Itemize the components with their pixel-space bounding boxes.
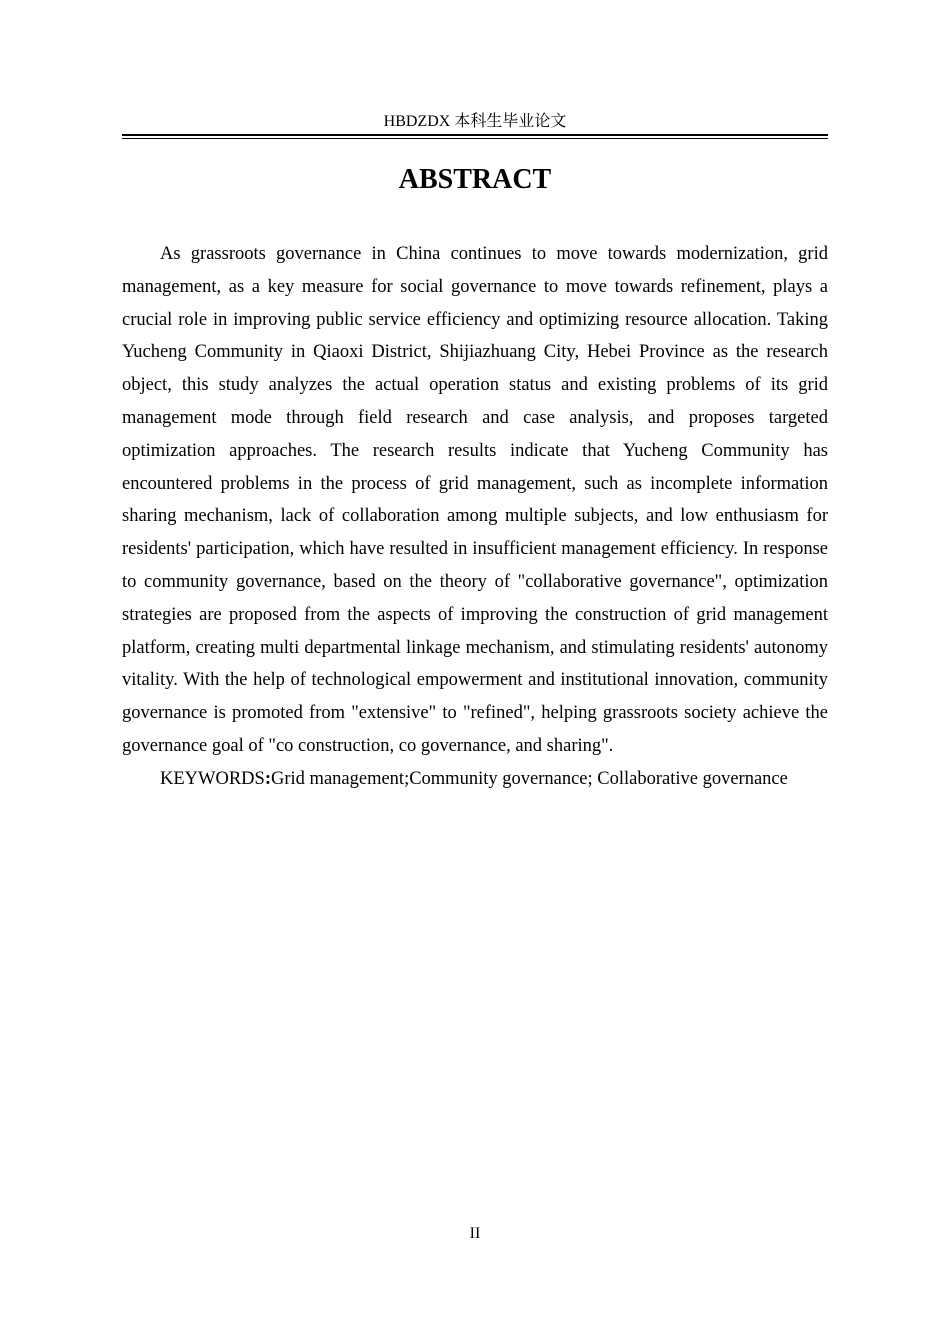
- header-rule-thin: [122, 138, 828, 139]
- keywords-colon: :: [264, 768, 272, 789]
- keywords-line: [122, 763, 828, 796]
- abstract-body: [122, 238, 828, 796]
- header-rule-thick: [122, 134, 828, 136]
- keywords-label: KEYWORDS: [160, 768, 265, 789]
- running-header: HBDZDX 本科生毕业论文: [383, 113, 567, 130]
- keywords-text: Grid management;Community governance; Collaborative governance: [271, 768, 788, 789]
- abstract-title: ABSTRACT: [398, 164, 552, 195]
- page-number: II: [469, 1225, 481, 1242]
- abstract-paragraph: As grassroots governance in China continues to move towards modernization, grid management, as a key measure for social governance to move towards refinement, plays a crucial role in improving public service efficiency and optimizing resource allocation. Taking Yucheng Community in Qiaoxi District, Shijiazhuang City, Hebei Province as the research object, this study analyzes the actual operation status and existing problems of its grid management mode through field research and case analysis, and proposes targeted optimization approaches. The research results indicate that Yucheng Community has encountered problems in the process of grid management, such as incomplete information sharing mechanism, lack of collaboration among multiple subjects, and low enthusiasm for residents' participation, which have resulted in insufficient management efficiency. In response to community governance, based on the theory of "collaborative governance", optimization strategies are proposed from the aspects of improving the construction of grid management platform, creating multi departmental linkage mechanism, and stimulating residents' autonomy vitality. With the help of technological empowerment and institutional innovation, community governance is promoted from "extensive" to "refined", helping grassroots society achieve the governance goal of "co construction, co governance, and sharing".: [122, 244, 828, 756]
